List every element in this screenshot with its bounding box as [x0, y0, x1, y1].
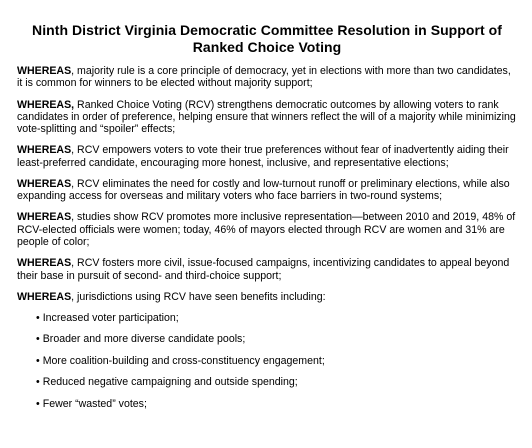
- list-item: [36, 333, 517, 345]
- whereas-text: RCV fosters more civil, issue-focused campaigns, incentivizing candidates to appeal beyond their base in pursuit of second- and third-choice support;: [17, 257, 510, 282]
- resolution-document: [17, 22, 517, 419]
- list-item: [36, 398, 517, 410]
- list-item-text: Broader and more diverse candidate pools;: [42, 333, 246, 346]
- whereas-separator: ,: [71, 177, 78, 190]
- whereas-separator: ,: [71, 257, 78, 270]
- bullet-icon: •: [36, 333, 40, 346]
- document-title: Ninth District Virginia Democratic Committee Resolution in Support of Ranked Choice Voting: [32, 22, 502, 55]
- list-item-text: Reduced negative campaigning and outside spending;: [42, 376, 298, 389]
- whereas-paragraph-4: [17, 178, 517, 203]
- whereas-text: RCV empowers voters to vote their true preferences without fear of inadvertently aiding their least-preferred candidate, encouraging more honest, inclusive, and representative elections;: [17, 144, 509, 169]
- whereas-text: studies show RCV promotes more inclusive representation—between 2010 and 2019, 48% of RCV-elected officials were women; today, 46% of mayors elected through RCV are women and 31% are people of color;: [17, 211, 516, 249]
- whereas-paragraph-3: [17, 144, 517, 169]
- list-item-text: Fewer “wasted” votes;: [42, 397, 147, 410]
- whereas-paragraph-5: [17, 211, 517, 248]
- whereas-separator: ,: [71, 98, 78, 111]
- bullet-icon: •: [36, 397, 40, 410]
- whereas-list: [17, 65, 517, 303]
- whereas-separator: ,: [71, 290, 78, 303]
- whereas-label: WHEREAS: [17, 290, 72, 303]
- whereas-label: WHEREAS: [17, 177, 72, 190]
- whereas-text: Ranked Choice Voting (RCV) strengthens democratic outcomes by allowing voters to rank candidates in order of preference, helping ensure that winners reflect the will of a majority while minimizing vote-splitting and “spoiler” effects;: [17, 98, 516, 136]
- whereas-paragraph-1: [17, 65, 517, 90]
- whereas-text: majority rule is a core principle of democracy, yet in elections with more than two candidates, it is common for winners to be elected without majority support;: [17, 65, 511, 90]
- whereas-label: WHEREAS: [17, 65, 72, 77]
- whereas-label: WHEREAS: [17, 211, 72, 224]
- bullet-icon: •: [36, 376, 40, 389]
- list-item: [36, 376, 517, 388]
- whereas-text: jurisdictions using RCV have seen benefits including:: [77, 290, 326, 303]
- whereas-label: WHEREAS: [17, 98, 72, 111]
- whereas-separator: ,: [71, 65, 78, 77]
- list-item: [36, 355, 517, 367]
- whereas-label: WHEREAS: [17, 257, 72, 270]
- whereas-text: RCV eliminates the need for costly and low-turnout runoff or preliminary elections, while also expanding access for overseas and military voters who face barriers in two-round systems;: [17, 177, 510, 203]
- list-item-text: Increased voter participation;: [42, 311, 179, 324]
- benefits-list: [17, 312, 517, 410]
- bullet-icon: •: [36, 311, 40, 324]
- whereas-paragraph-2: [17, 99, 517, 136]
- whereas-paragraph-7: [17, 291, 517, 303]
- bullet-icon: •: [36, 354, 40, 367]
- whereas-label: WHEREAS: [17, 144, 72, 157]
- whereas-separator: ,: [71, 144, 78, 157]
- list-item: [36, 312, 517, 324]
- list-item-text: More coalition-building and cross-constituency engagement;: [42, 354, 325, 367]
- whereas-separator: ,: [71, 211, 78, 224]
- whereas-paragraph-6: [17, 257, 517, 282]
